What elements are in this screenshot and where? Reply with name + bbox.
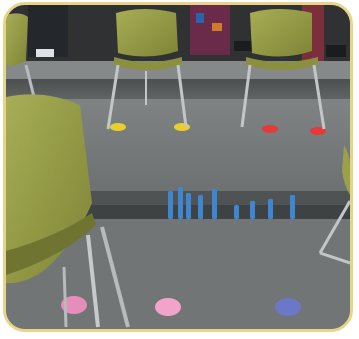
tape-mark — [290, 195, 295, 219]
sneaker — [36, 49, 54, 57]
person-patterned-skirt — [190, 5, 230, 55]
tape-mark — [268, 199, 273, 219]
floor-dot — [155, 298, 181, 316]
tape-mark — [186, 193, 191, 219]
tape-mark — [198, 195, 203, 219]
floor-dot — [110, 123, 126, 131]
shoe — [234, 41, 254, 51]
tape-mark — [250, 201, 255, 219]
tape-mark — [234, 205, 239, 219]
floor-dot — [275, 298, 301, 316]
tape-mark — [212, 189, 217, 219]
floor-dot — [262, 125, 278, 133]
skirt-pattern — [212, 23, 222, 31]
photo-frame — [3, 2, 353, 332]
skirt-pattern — [196, 13, 204, 23]
shoe — [326, 45, 346, 57]
tape-mark — [168, 191, 173, 219]
upper-step-riser — [6, 79, 350, 99]
classroom-floor-photo — [6, 5, 350, 329]
tape-mark — [178, 187, 183, 219]
floor-dot — [174, 123, 190, 131]
